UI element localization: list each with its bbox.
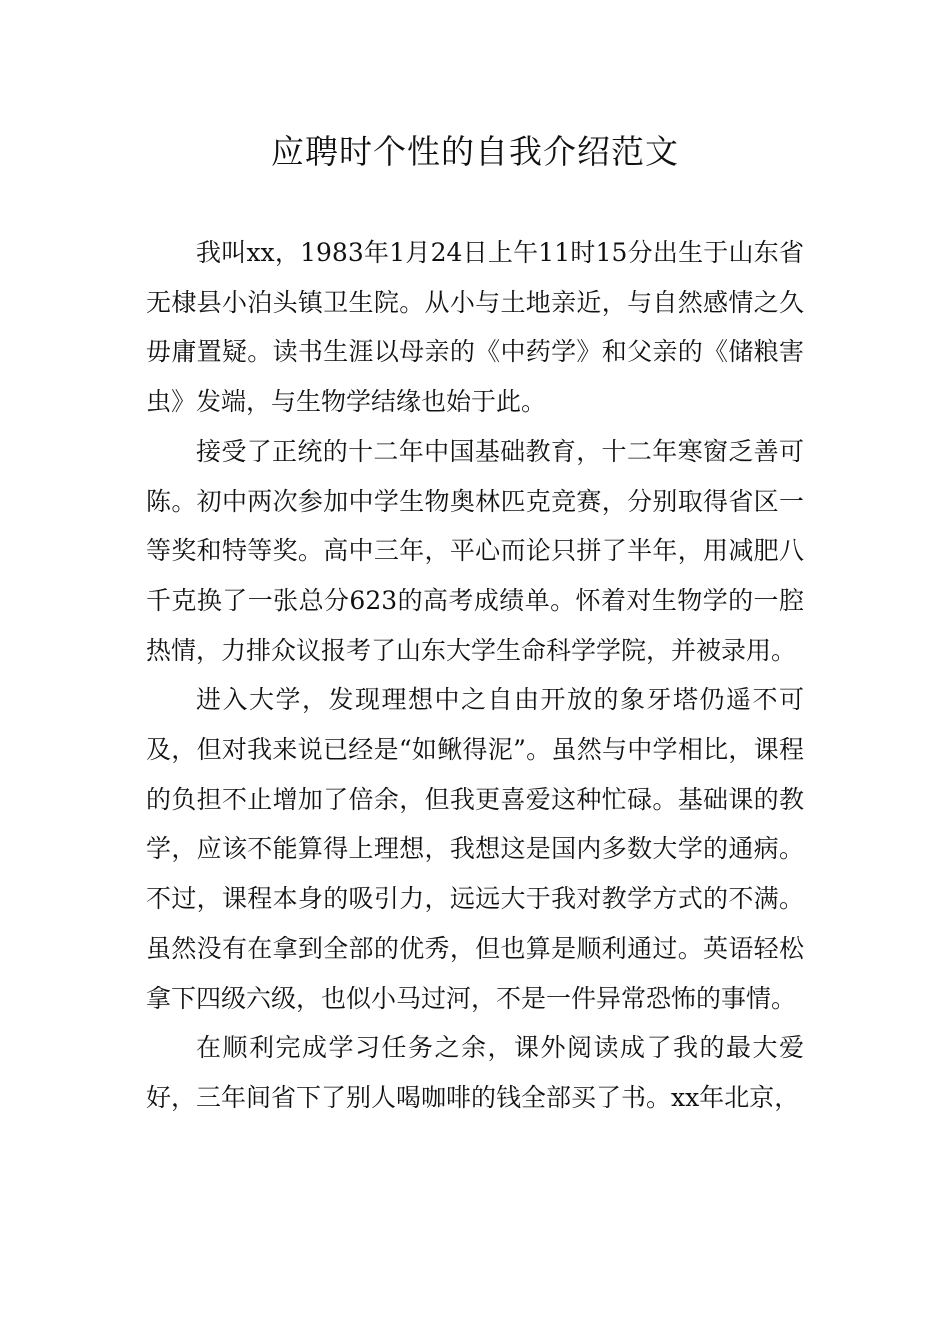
paragraph-4: 在顺利完成学习任务之余，课外阅读成了我的最大爱好，三年间省下了别人喝咖啡的钱全部买了书。xx年北京， (146, 1033, 804, 1112)
document-title: 应聘时个性的自我介绍范文 (271, 132, 679, 171)
paragraph-3: 进入大学，发现理想中之自由开放的象牙塔仍遥不可及，但对我来说已经是“如鳅得泥”。虽然与中学相比，课程的负担不止增加了倍余，但我更喜爱这种忙碌。基础课的教学，应该不能算得上理想，我想这是国内多数大学的通病。不过，课程本身的吸引力，远远大于我对教学方式的不满。虽然没有在拿到全部的优秀，但也算是顺利通过。英语轻松拿下四级六级，也似小马过河，不是一件异常恐怖的事情。 (146, 685, 804, 1013)
paragraph-2: 接受了正统的十二年中国基础教育，十二年寒窗乏善可陈。初中两次参加中学生物奥林匹克竞赛，分别取得省区一等奖和特等奖。高中三年，平心而论只拼了半年，用减肥八千克换了一张总分623的高考成绩单。怀着对生物学的一腔热情，力排众议报考了山东大学生命科学学院，并被录用。 (146, 436, 804, 665)
document-body (146, 228, 804, 1123)
paragraph-1: 我叫xx，1983年1月24日上午11时15分出生于山东省无棣县小泊头镇卫生院。从小与土地亲近，与自然感情之久毋庸置疑。读书生涯以母亲的《中药学》和父亲的《储粮害虫》发端，与生物学结缘也始于此。 (146, 238, 804, 417)
